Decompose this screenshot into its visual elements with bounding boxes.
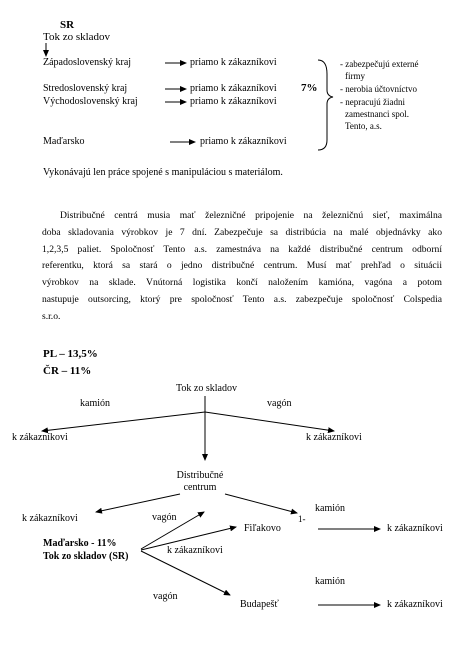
customer-right: k zákazníkovi [306, 432, 362, 443]
node-filakovo: Fiľakovo [244, 523, 281, 534]
source-sr-label: Tok zo skladov (SR) [43, 551, 129, 562]
sr-to-dc [141, 512, 204, 549]
label-wagon-1: vagón [267, 398, 292, 409]
small-mark: 1- [298, 514, 306, 524]
paragraph-line: Distribučné centrá musia mať železničné pripojenie na železničnú sieť, maximálna [60, 210, 442, 221]
d2-source-label: Tok zo skladov [176, 383, 237, 394]
sr-to-filakovo [141, 527, 236, 550]
note-line-3: - nerobia účtovníctvo [340, 84, 417, 94]
d2-branch-right [205, 412, 334, 431]
route-east: priamo k zákazníkovi [190, 96, 277, 107]
label-truck-2: kamión [315, 503, 345, 514]
customer-filakovo: k zákazníkovi [387, 523, 443, 534]
region-hungary: Maďarsko [43, 136, 85, 147]
label-wagon-2: vagón [152, 512, 177, 523]
dc-to-filakovo [225, 494, 297, 513]
paragraph-line: doba skladovania výrobkov je 7 dní. Zabezpečuje sa distribúcia na malé objednávky ako [42, 226, 442, 238]
stat-pl: PL – 13,5% [43, 348, 98, 360]
route-central: priamo k zákazníkovi [190, 83, 277, 94]
label-wagon-3: vagón [153, 591, 178, 602]
route-west: priamo k zákazníkovi [190, 57, 277, 68]
customer-budapest: k zákazníkovi [387, 599, 443, 610]
region-east: Východoslovenský kraj [43, 96, 138, 107]
paragraph-line: nastupuje outsorcing, ktorý pre spoločnosť Tento a.s. zabezpečuje spoločnosť Colspedia [42, 293, 442, 305]
note-sentence: Vykonávajú len práce spojené s manipuláciou s materiálom. [43, 167, 283, 178]
d2-branch-left [42, 412, 205, 431]
sr-to-budapest [141, 551, 230, 595]
note-line-6: Tento, a.s. [345, 121, 382, 131]
node-budapest: Budapešť [240, 599, 279, 610]
route-hungary: priamo k zákazníkovi [200, 136, 287, 147]
note-line-2: firmy [345, 71, 365, 81]
paragraph-line: výrobkov na sklade. Vnútorná logistika končí naložením kamióna, vagóna a potom [42, 277, 442, 289]
customer-dc-left: k zákazníkovi [22, 513, 78, 524]
paragraph-line: referentku, ktorá sa stará o jedno distribučné centrum. Musí mať prehľad o situácii [42, 260, 442, 272]
flow-source-label: Tok zo skladov [43, 31, 111, 43]
percent-label: 7% [301, 82, 318, 94]
paragraph-line: s.r.o. [42, 310, 61, 322]
customer-hungary: k zákazníkovi [167, 545, 223, 556]
hungary-label: Maďarsko - 11% [43, 538, 117, 549]
region-west: Západoslovenský kraj [43, 57, 132, 68]
sr-header: SR [60, 19, 75, 31]
stat-cr: ČR – 11% [43, 365, 92, 377]
note-line-1: - zabezpečujú externé [340, 59, 419, 69]
note-line-4: - nepracujú žiadni [340, 97, 405, 107]
region-central: Stredoslovenský kraj [43, 83, 128, 94]
center-label-2: centrum [183, 482, 217, 493]
customer-left: k zákazníkovi [12, 432, 68, 443]
paragraph-line: 1,2,3,5 paliet. Spoločnosť Tento a.s. zamestnáva na každé distribučné centrum odborní [42, 243, 442, 255]
label-truck-3: kamión [315, 576, 345, 587]
dc-to-customer-left [96, 494, 180, 512]
center-label-1: Distribučné [176, 470, 224, 481]
label-truck-1: kamión [80, 398, 110, 409]
note-line-5: zamestnanci spol. [345, 109, 409, 119]
brace-right [318, 60, 333, 150]
